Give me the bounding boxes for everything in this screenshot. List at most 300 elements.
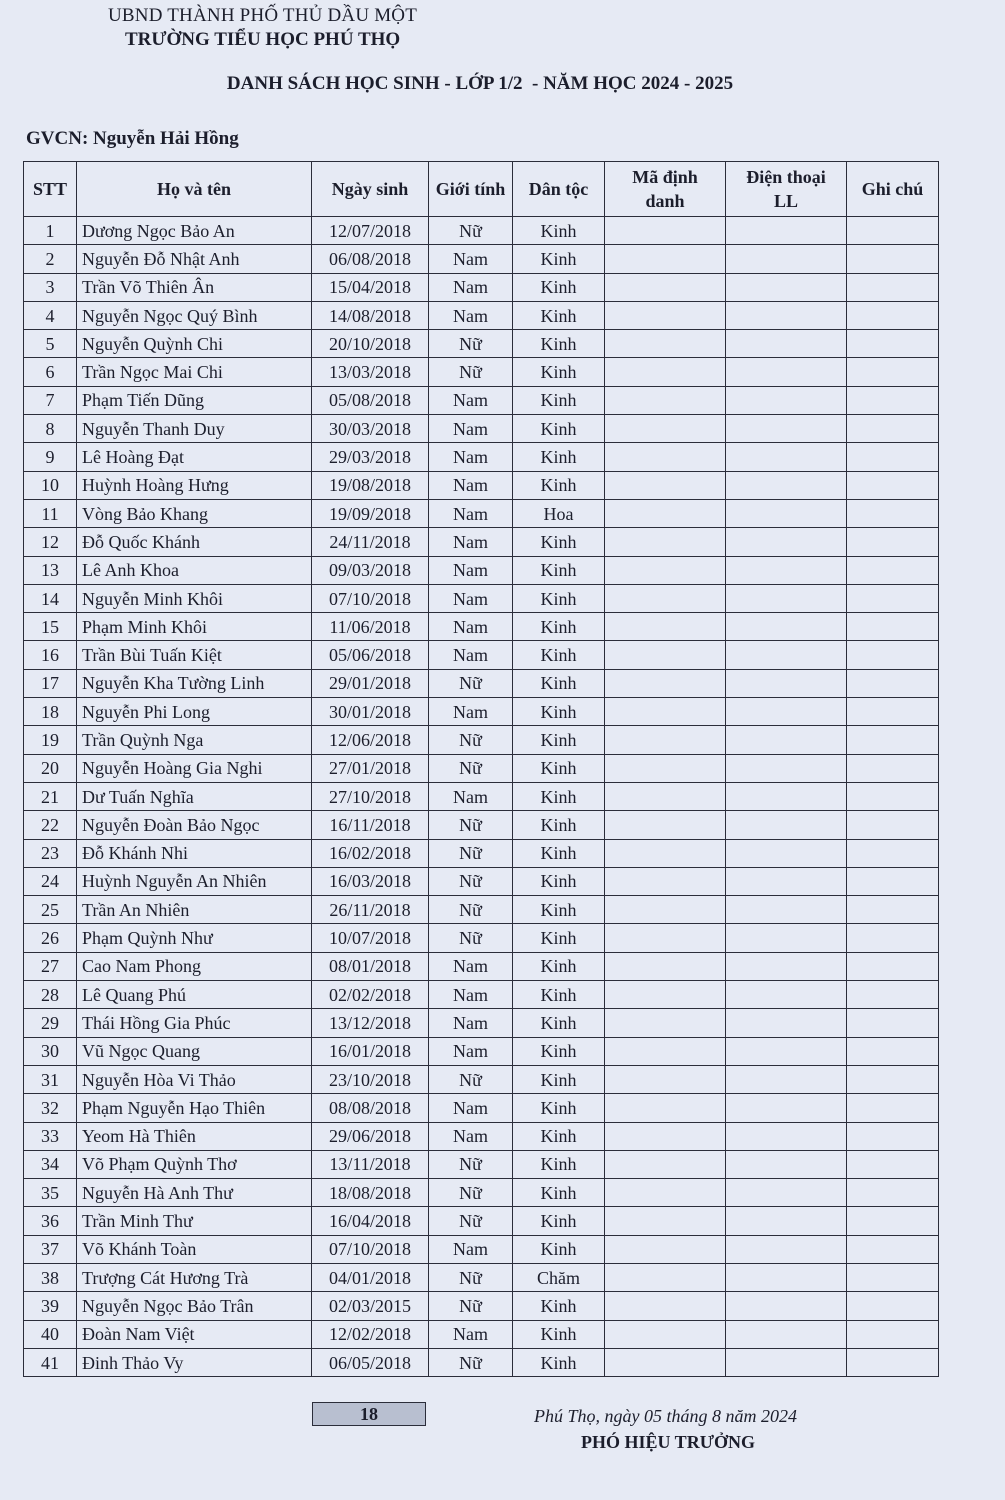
cell-phone <box>726 641 847 669</box>
cell-ethnicity: Kinh <box>513 1094 605 1122</box>
cell-gender: Nam <box>429 641 513 669</box>
cell-gender: Nam <box>429 471 513 499</box>
cell-name: Nguyễn Phi Long <box>77 698 312 726</box>
cell-name: Phạm Minh Khôi <box>77 613 312 641</box>
cell-dob: 02/03/2015 <box>312 1292 429 1320</box>
cell-id-code <box>605 1320 726 1348</box>
cell-name: Võ Khánh Toàn <box>77 1235 312 1263</box>
table-row <box>24 330 939 358</box>
cell-name: Yeom Hà Thiên <box>77 1122 312 1150</box>
cell-ethnicity: Chăm <box>513 1263 605 1291</box>
cell-name: Lê Quang Phú <box>77 981 312 1009</box>
cell-name: Thái Hồng Gia Phúc <box>77 1009 312 1037</box>
female-count: 18 <box>312 1402 426 1426</box>
cell-phone <box>726 1037 847 1065</box>
cell-ethnicity: Kinh <box>513 867 605 895</box>
cell-gender: Nam <box>429 584 513 612</box>
cell-stt: 28 <box>24 981 77 1009</box>
cell-phone <box>726 726 847 754</box>
cell-stt: 4 <box>24 301 77 329</box>
cell-notes <box>847 1009 939 1037</box>
cell-phone <box>726 754 847 782</box>
col-header-id-code: Mã định danh <box>605 162 726 217</box>
cell-stt: 34 <box>24 1150 77 1178</box>
cell-notes <box>847 245 939 273</box>
cell-notes <box>847 896 939 924</box>
cell-notes <box>847 754 939 782</box>
cell-ethnicity: Kinh <box>513 528 605 556</box>
place-date: Phú Thọ, ngày 05 tháng 8 năm 2024 <box>534 1406 797 1426</box>
cell-stt: 37 <box>24 1235 77 1263</box>
table-row <box>24 1207 939 1235</box>
cell-notes <box>847 386 939 414</box>
cell-phone <box>726 981 847 1009</box>
col-header-notes: Ghi chú <box>847 162 939 217</box>
cell-notes <box>847 584 939 612</box>
cell-dob: 07/10/2018 <box>312 584 429 612</box>
col-header-ethnicity: Dân tộc <box>513 162 605 217</box>
cell-ethnicity: Kinh <box>513 1179 605 1207</box>
col-header-stt: STT <box>24 162 77 217</box>
cell-notes <box>847 499 939 527</box>
col-header-dob: Ngày sinh <box>312 162 429 217</box>
cell-ethnicity: Kinh <box>513 924 605 952</box>
cell-notes <box>847 669 939 697</box>
cell-stt: 8 <box>24 415 77 443</box>
table-row <box>24 386 939 414</box>
cell-dob: 06/08/2018 <box>312 245 429 273</box>
cell-stt: 39 <box>24 1292 77 1320</box>
cell-stt: 36 <box>24 1207 77 1235</box>
cell-phone <box>726 924 847 952</box>
cell-gender: Nam <box>429 1122 513 1150</box>
cell-gender: Nữ <box>429 726 513 754</box>
cell-name: Nguyễn Thanh Duy <box>77 415 312 443</box>
table-row <box>24 217 939 245</box>
cell-id-code <box>605 584 726 612</box>
cell-phone <box>726 415 847 443</box>
cell-phone <box>726 301 847 329</box>
cell-name: Đỗ Quốc Khánh <box>77 528 312 556</box>
cell-id-code <box>605 952 726 980</box>
cell-name: Trần Bùi Tuấn Kiệt <box>77 641 312 669</box>
cell-dob: 15/04/2018 <box>312 273 429 301</box>
cell-phone <box>726 499 847 527</box>
cell-dob: 30/03/2018 <box>312 415 429 443</box>
cell-ethnicity: Hoa <box>513 499 605 527</box>
cell-gender: Nữ <box>429 1292 513 1320</box>
cell-ethnicity: Kinh <box>513 245 605 273</box>
cell-name: Huỳnh Hoàng Hưng <box>77 471 312 499</box>
cell-id-code <box>605 386 726 414</box>
cell-id-code <box>605 415 726 443</box>
cell-phone <box>726 613 847 641</box>
cell-name: Nguyễn Hòa Vi Thảo <box>77 1065 312 1093</box>
cell-dob: 19/09/2018 <box>312 499 429 527</box>
cell-phone <box>726 556 847 584</box>
cell-phone <box>726 1065 847 1093</box>
cell-dob: 05/06/2018 <box>312 641 429 669</box>
cell-id-code <box>605 1348 726 1376</box>
cell-name: Vòng Bảo Khang <box>77 499 312 527</box>
cell-ethnicity: Kinh <box>513 217 605 245</box>
cell-name: Nguyễn Đỗ Nhật Anh <box>77 245 312 273</box>
cell-id-code <box>605 669 726 697</box>
cell-gender: Nam <box>429 613 513 641</box>
cell-name: Võ Phạm Quỳnh Thơ <box>77 1150 312 1178</box>
cell-notes <box>847 273 939 301</box>
cell-phone <box>726 1122 847 1150</box>
homeroom-teacher: GVCN: Nguyễn Hải Hồng <box>26 128 239 149</box>
cell-gender: Nam <box>429 1235 513 1263</box>
cell-name: Trần Minh Thư <box>77 1207 312 1235</box>
table-body <box>24 217 939 1377</box>
cell-ethnicity: Kinh <box>513 1235 605 1263</box>
cell-gender: Nam <box>429 273 513 301</box>
cell-name: Trần Quỳnh Nga <box>77 726 312 754</box>
table-row <box>24 1094 939 1122</box>
cell-phone <box>726 896 847 924</box>
cell-phone <box>726 273 847 301</box>
cell-gender: Nam <box>429 782 513 810</box>
cell-stt: 30 <box>24 1037 77 1065</box>
cell-notes <box>847 613 939 641</box>
table-row <box>24 301 939 329</box>
cell-name: Vũ Ngọc Quang <box>77 1037 312 1065</box>
table-row <box>24 1235 939 1263</box>
cell-stt: 6 <box>24 358 77 386</box>
cell-name: Phạm Tiến Dũng <box>77 386 312 414</box>
cell-ethnicity: Kinh <box>513 1348 605 1376</box>
cell-stt: 31 <box>24 1065 77 1093</box>
school-name: TRƯỜNG TIỂU HỌC PHÚ THỌ <box>125 29 401 50</box>
cell-id-code <box>605 1263 726 1291</box>
cell-dob: 09/03/2018 <box>312 556 429 584</box>
cell-id-code <box>605 1037 726 1065</box>
cell-name: Phạm Nguyễn Hạo Thiên <box>77 1094 312 1122</box>
cell-phone <box>726 471 847 499</box>
cell-phone <box>726 839 847 867</box>
cell-gender: Nữ <box>429 1263 513 1291</box>
cell-dob: 14/08/2018 <box>312 301 429 329</box>
cell-gender: Nam <box>429 528 513 556</box>
cell-ethnicity: Kinh <box>513 330 605 358</box>
cell-phone <box>726 1094 847 1122</box>
cell-dob: 16/03/2018 <box>312 867 429 895</box>
cell-id-code <box>605 1207 726 1235</box>
cell-id-code <box>605 330 726 358</box>
cell-stt: 16 <box>24 641 77 669</box>
table-row <box>24 754 939 782</box>
cell-ethnicity: Kinh <box>513 1292 605 1320</box>
table-row <box>24 1009 939 1037</box>
cell-id-code <box>605 273 726 301</box>
cell-gender: Nữ <box>429 1207 513 1235</box>
cell-notes <box>847 556 939 584</box>
cell-phone <box>726 669 847 697</box>
table-row <box>24 669 939 697</box>
table-row <box>24 1037 939 1065</box>
cell-ethnicity: Kinh <box>513 641 605 669</box>
cell-gender: Nam <box>429 499 513 527</box>
cell-id-code <box>605 443 726 471</box>
cell-id-code <box>605 698 726 726</box>
cell-dob: 12/07/2018 <box>312 217 429 245</box>
cell-phone <box>726 330 847 358</box>
cell-notes <box>847 1292 939 1320</box>
cell-dob: 16/11/2018 <box>312 811 429 839</box>
cell-ethnicity: Kinh <box>513 1037 605 1065</box>
cell-phone <box>726 1207 847 1235</box>
cell-notes <box>847 867 939 895</box>
cell-gender: Nữ <box>429 217 513 245</box>
cell-gender: Nữ <box>429 1348 513 1376</box>
cell-notes <box>847 981 939 1009</box>
cell-phone <box>726 584 847 612</box>
cell-name: Đoàn Nam Việt <box>77 1320 312 1348</box>
cell-notes <box>847 1207 939 1235</box>
authority-header: UBND THÀNH PHỐ THỦ DẦU MỘT <box>108 5 418 26</box>
cell-id-code <box>605 924 726 952</box>
cell-stt: 35 <box>24 1179 77 1207</box>
cell-phone <box>726 811 847 839</box>
table-row <box>24 867 939 895</box>
cell-id-code <box>605 839 726 867</box>
table-row <box>24 471 939 499</box>
cell-notes <box>847 698 939 726</box>
cell-notes <box>847 726 939 754</box>
cell-phone <box>726 867 847 895</box>
cell-gender: Nam <box>429 443 513 471</box>
cell-dob: 16/01/2018 <box>312 1037 429 1065</box>
table-row <box>24 1263 939 1291</box>
cell-name: Nguyễn Hoàng Gia Nghi <box>77 754 312 782</box>
cell-dob: 24/11/2018 <box>312 528 429 556</box>
table-row <box>24 839 939 867</box>
cell-name: Dư Tuấn Nghĩa <box>77 782 312 810</box>
cell-stt: 15 <box>24 613 77 641</box>
cell-name: Lê Anh Khoa <box>77 556 312 584</box>
table-row <box>24 415 939 443</box>
cell-gender: Nữ <box>429 358 513 386</box>
table-row <box>24 1292 939 1320</box>
document-title: DANH SÁCH HỌC SINH - LỚP 1/2 - NĂM HỌC 2024 - 2025 <box>226 73 734 94</box>
cell-name: Nguyễn Kha Tường Linh <box>77 669 312 697</box>
cell-ethnicity: Kinh <box>513 981 605 1009</box>
cell-gender: Nữ <box>429 1179 513 1207</box>
cell-ethnicity: Kinh <box>513 613 605 641</box>
cell-ethnicity: Kinh <box>513 1122 605 1150</box>
cell-phone <box>726 217 847 245</box>
cell-stt: 25 <box>24 896 77 924</box>
cell-stt: 33 <box>24 1122 77 1150</box>
cell-gender: Nam <box>429 556 513 584</box>
cell-ethnicity: Kinh <box>513 358 605 386</box>
cell-phone <box>726 528 847 556</box>
cell-name: Cao Nam Phong <box>77 952 312 980</box>
cell-notes <box>847 301 939 329</box>
cell-name: Nguyễn Ngọc Quý Bình <box>77 301 312 329</box>
cell-gender: Nữ <box>429 330 513 358</box>
cell-stt: 29 <box>24 1009 77 1037</box>
cell-name: Trần An Nhiên <box>77 896 312 924</box>
cell-stt: 24 <box>24 867 77 895</box>
cell-notes <box>847 217 939 245</box>
cell-id-code <box>605 1065 726 1093</box>
cell-dob: 18/08/2018 <box>312 1179 429 1207</box>
cell-phone <box>726 1150 847 1178</box>
cell-stt: 7 <box>24 386 77 414</box>
cell-phone <box>726 443 847 471</box>
cell-stt: 13 <box>24 556 77 584</box>
cell-id-code <box>605 1150 726 1178</box>
cell-id-code <box>605 217 726 245</box>
cell-name: Huỳnh Nguyễn An Nhiên <box>77 867 312 895</box>
cell-gender: Nam <box>429 1320 513 1348</box>
cell-name: Trần Ngọc Mai Chi <box>77 358 312 386</box>
cell-gender: Nam <box>429 245 513 273</box>
cell-notes <box>847 443 939 471</box>
cell-gender: Nữ <box>429 669 513 697</box>
cell-notes <box>847 782 939 810</box>
table-row <box>24 1179 939 1207</box>
table-row <box>24 1122 939 1150</box>
cell-notes <box>847 1150 939 1178</box>
table-row <box>24 698 939 726</box>
cell-dob: 13/11/2018 <box>312 1150 429 1178</box>
cell-phone <box>726 386 847 414</box>
cell-id-code <box>605 981 726 1009</box>
table-row <box>24 528 939 556</box>
cell-stt: 11 <box>24 499 77 527</box>
cell-name: Nguyễn Quỳnh Chi <box>77 330 312 358</box>
cell-id-code <box>605 499 726 527</box>
table-row <box>24 358 939 386</box>
cell-name: Dương Ngọc Bảo An <box>77 217 312 245</box>
cell-ethnicity: Kinh <box>513 726 605 754</box>
cell-phone <box>726 1320 847 1348</box>
student-list-table <box>23 161 939 1377</box>
cell-dob: 13/03/2018 <box>312 358 429 386</box>
cell-ethnicity: Kinh <box>513 952 605 980</box>
cell-stt: 18 <box>24 698 77 726</box>
cell-dob: 05/08/2018 <box>312 386 429 414</box>
cell-id-code <box>605 1094 726 1122</box>
cell-dob: 04/01/2018 <box>312 1263 429 1291</box>
cell-ethnicity: Kinh <box>513 1065 605 1093</box>
table-row <box>24 584 939 612</box>
cell-phone <box>726 698 847 726</box>
cell-name: Trượng Cát Hương Trà <box>77 1263 312 1291</box>
cell-stt: 20 <box>24 754 77 782</box>
cell-dob: 19/08/2018 <box>312 471 429 499</box>
cell-notes <box>847 839 939 867</box>
cell-id-code <box>605 358 726 386</box>
cell-ethnicity: Kinh <box>513 698 605 726</box>
table-row <box>24 1320 939 1348</box>
cell-name: Phạm Quỳnh Như <box>77 924 312 952</box>
cell-gender: Nữ <box>429 867 513 895</box>
cell-notes <box>847 1348 939 1376</box>
cell-notes <box>847 811 939 839</box>
cell-dob: 11/06/2018 <box>312 613 429 641</box>
cell-ethnicity: Kinh <box>513 754 605 782</box>
cell-stt: 5 <box>24 330 77 358</box>
table-row <box>24 273 939 301</box>
cell-name: Đinh Thảo Vy <box>77 1348 312 1376</box>
table-header-row <box>24 162 939 217</box>
cell-notes <box>847 1094 939 1122</box>
cell-dob: 29/01/2018 <box>312 669 429 697</box>
cell-notes <box>847 358 939 386</box>
cell-gender: Nam <box>429 301 513 329</box>
cell-id-code <box>605 1235 726 1263</box>
cell-phone <box>726 952 847 980</box>
cell-ethnicity: Kinh <box>513 896 605 924</box>
cell-id-code <box>605 556 726 584</box>
cell-ethnicity: Kinh <box>513 584 605 612</box>
cell-dob: 29/03/2018 <box>312 443 429 471</box>
cell-stt: 14 <box>24 584 77 612</box>
cell-gender: Nữ <box>429 811 513 839</box>
cell-gender: Nam <box>429 1009 513 1037</box>
cell-name: Đỗ Khánh Nhi <box>77 839 312 867</box>
cell-name: Trần Võ Thiên Ân <box>77 273 312 301</box>
cell-ethnicity: Kinh <box>513 415 605 443</box>
cell-dob: 16/02/2018 <box>312 839 429 867</box>
cell-dob: 12/06/2018 <box>312 726 429 754</box>
cell-stt: 1 <box>24 217 77 245</box>
cell-id-code <box>605 1122 726 1150</box>
cell-ethnicity: Kinh <box>513 443 605 471</box>
cell-stt: 26 <box>24 924 77 952</box>
cell-dob: 12/02/2018 <box>312 1320 429 1348</box>
cell-stt: 27 <box>24 952 77 980</box>
cell-stt: 12 <box>24 528 77 556</box>
cell-ethnicity: Kinh <box>513 782 605 810</box>
cell-notes <box>847 1320 939 1348</box>
cell-name: Nguyễn Ngọc Bảo Trân <box>77 1292 312 1320</box>
cell-ethnicity: Kinh <box>513 471 605 499</box>
cell-stt: 17 <box>24 669 77 697</box>
cell-phone <box>726 1292 847 1320</box>
table-row <box>24 443 939 471</box>
cell-dob: 02/02/2018 <box>312 981 429 1009</box>
cell-name: Nguyễn Đoàn Bảo Ngọc <box>77 811 312 839</box>
cell-gender: Nữ <box>429 896 513 924</box>
cell-phone <box>726 1263 847 1291</box>
table-row <box>24 952 939 980</box>
cell-dob: 10/07/2018 <box>312 924 429 952</box>
cell-ethnicity: Kinh <box>513 386 605 414</box>
cell-stt: 22 <box>24 811 77 839</box>
table-row <box>24 782 939 810</box>
table-row <box>24 1065 939 1093</box>
signer-title: PHÓ HIỆU TRƯỞNG <box>581 1432 756 1452</box>
cell-stt: 38 <box>24 1263 77 1291</box>
cell-stt: 10 <box>24 471 77 499</box>
cell-dob: 27/10/2018 <box>312 782 429 810</box>
col-header-name: Họ và tên <box>77 162 312 217</box>
cell-stt: 40 <box>24 1320 77 1348</box>
cell-phone <box>726 1179 847 1207</box>
cell-id-code <box>605 613 726 641</box>
cell-id-code <box>605 1009 726 1037</box>
cell-ethnicity: Kinh <box>513 556 605 584</box>
cell-gender: Nam <box>429 952 513 980</box>
table-row <box>24 499 939 527</box>
table-row <box>24 613 939 641</box>
